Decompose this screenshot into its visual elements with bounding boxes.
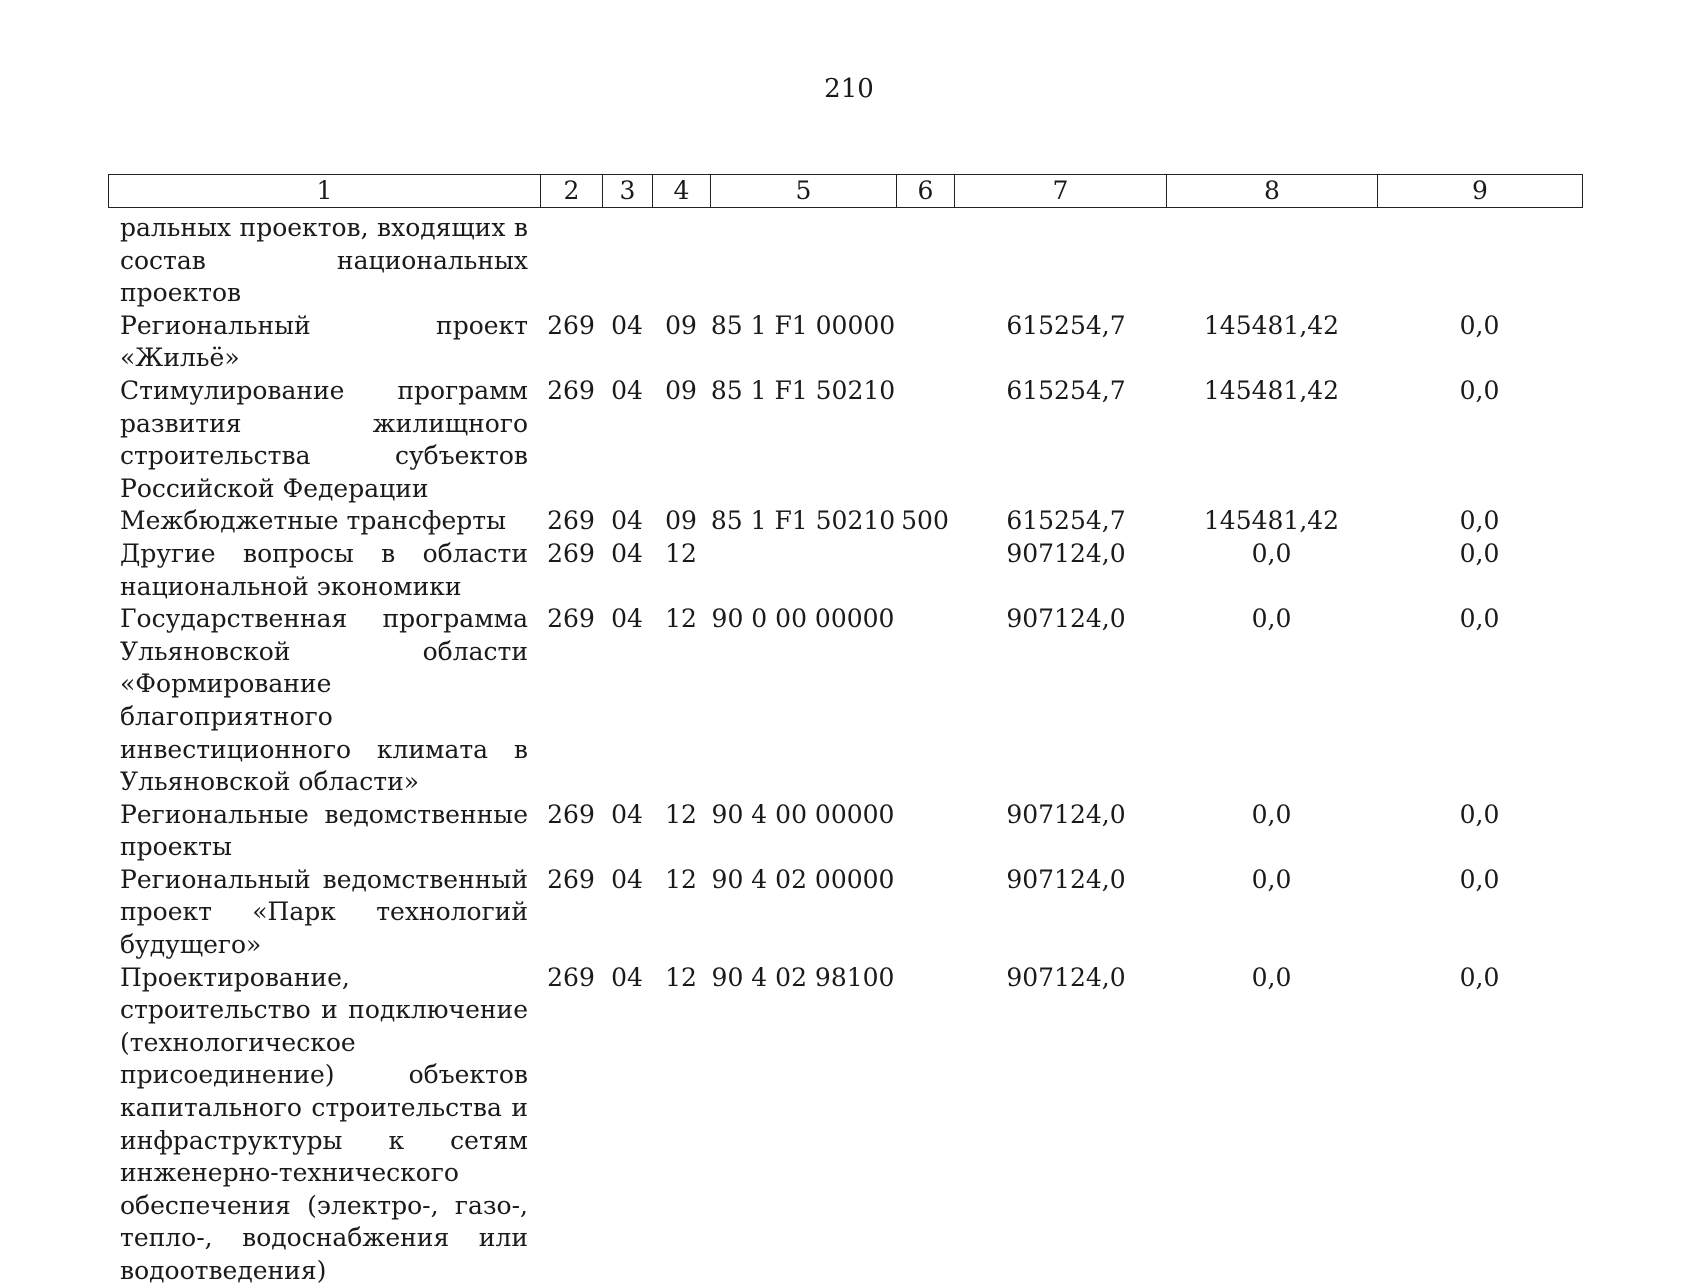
row-col-3: 04: [611, 864, 643, 894]
row-name: Региональный ведомственный проект «Парк технологий будущего»: [120, 864, 528, 960]
row-col-9: 0,0: [1459, 506, 1500, 536]
row-col-9: 0,0: [1459, 962, 1500, 992]
row-col-2: 269: [547, 310, 595, 340]
row-col-8: 0,0: [1251, 604, 1292, 634]
table-row: [108, 962, 1582, 1288]
row-col-7: [954, 603, 1166, 636]
table-row: [108, 375, 1582, 505]
table-row: [108, 799, 1582, 864]
header-col-1: 1: [109, 175, 541, 208]
row-col-7-value: 907124,0: [1006, 799, 1126, 829]
header-col-7: 7: [955, 175, 1167, 208]
row-col-7: [954, 375, 1166, 408]
row-col-3: 04: [611, 962, 643, 992]
row-col-4: 12: [665, 962, 697, 992]
table-row: [108, 212, 1582, 310]
row-name: Стимулирование программ развития жилищного строительства субъектов Российской Федерации: [120, 375, 528, 503]
row-col-9: 0,0: [1459, 604, 1500, 634]
row-col-5: 85 1 F1 00000: [710, 310, 896, 340]
row-col-9: 0,0: [1459, 375, 1500, 405]
row-col-7-value: 907124,0: [1006, 604, 1126, 634]
row-col-5: 90 0 00 00000: [711, 604, 895, 634]
header-col-5: 5: [711, 175, 897, 208]
table-row: [108, 538, 1582, 603]
row-col-2: 269: [547, 962, 595, 992]
row-name: Государственная программа Ульяновской области «Формирование благоприятного инвестиционного климата в Ульяновской области»: [120, 604, 528, 797]
row-col-7-value: 615254,7: [1006, 375, 1126, 405]
row-col-9: 0,0: [1459, 799, 1500, 829]
row-name: Другие вопросы в области национальной экономики: [120, 538, 528, 601]
row-col-7-value: 907124,0: [1006, 962, 1126, 992]
header-col-8: 8: [1167, 175, 1378, 208]
row-col-8: 0,0: [1251, 799, 1292, 829]
page-number: 210: [824, 74, 874, 104]
row-col-5: 90 4 02 00000: [711, 864, 895, 894]
row-col-3: 04: [611, 538, 643, 568]
row-col-4: 12: [665, 799, 697, 829]
row-col-9: 0,0: [1459, 538, 1500, 568]
row-col-5: 90 4 02 98100: [711, 962, 895, 992]
row-col-7: [954, 538, 1166, 571]
row-name: Региональный проект «Жильё»: [120, 310, 528, 373]
row-col-2: 269: [547, 538, 595, 568]
row-col-8: 145481,42: [1203, 310, 1340, 340]
table-row: [108, 310, 1582, 375]
row-col-5: 85 1 F1 50210: [710, 506, 896, 536]
row-col-5: 85 1 F1 50210: [710, 375, 896, 405]
table-row: [108, 505, 1582, 538]
row-col-4: 12: [665, 864, 697, 894]
row-col-4: 09: [665, 375, 697, 405]
row-col-3: 04: [611, 799, 643, 829]
row-col-4: 09: [665, 310, 697, 340]
row-col-4: 09: [665, 506, 697, 536]
row-col-7: [954, 505, 1166, 538]
row-name: Проектирование, строительство и подключение (технологическое присоединение) объектов капитального строительства и инфраструктуры к сетям инженерно-технического обеспечения (электро-, газо-, тепло-, водоснабжения или водоотведения): [120, 962, 528, 1285]
row-name: Региональные ведомственные проекты: [120, 799, 528, 862]
row-col-7: [954, 864, 1166, 897]
header-col-9: 9: [1378, 175, 1583, 208]
row-col-4: 12: [665, 538, 697, 568]
row-col-8: 0,0: [1251, 962, 1292, 992]
row-col-7: [954, 310, 1166, 343]
row-col-2: 269: [547, 864, 595, 894]
row-col-3: 04: [611, 310, 643, 340]
row-col-7-value: 615254,7: [1006, 506, 1126, 536]
row-col-3: 04: [611, 604, 643, 634]
row-col-7-value: 907124,0: [1006, 538, 1126, 568]
header-col-2: 2: [541, 175, 603, 208]
table-header: [108, 174, 1583, 208]
row-name: ральных проектов, входящих в состав национальных проектов: [120, 213, 528, 308]
row-col-3: 04: [611, 375, 643, 405]
row-col-2: 269: [547, 799, 595, 829]
row-col-8: 0,0: [1251, 864, 1292, 894]
header-row: [109, 175, 1583, 208]
row-col-3: 04: [611, 506, 643, 536]
row-col-9: 0,0: [1459, 310, 1500, 340]
header-col-6: 6: [897, 175, 955, 208]
row-col-2: 269: [547, 506, 595, 536]
table-row: [108, 603, 1582, 799]
table-body: [108, 212, 1582, 1288]
header-col-3: 3: [603, 175, 653, 208]
row-col-6: 500: [901, 506, 949, 536]
row-col-2: 269: [547, 375, 595, 405]
row-col-4: 12: [665, 604, 697, 634]
row-col-7-value: 615254,7: [1006, 310, 1126, 340]
row-col-8: 0,0: [1251, 538, 1292, 568]
row-col-7: [954, 962, 1166, 995]
row-name: Межбюджетные трансферты: [120, 506, 507, 536]
row-col-7: [954, 799, 1166, 832]
row-col-8: 145481,42: [1203, 506, 1340, 536]
row-col-2: 269: [547, 604, 595, 634]
row-col-5: 90 4 00 00000: [711, 799, 895, 829]
row-col-8: 145481,42: [1203, 375, 1340, 405]
row-col-7-value: 907124,0: [1006, 864, 1126, 894]
header-col-4: 4: [653, 175, 711, 208]
row-col-9: 0,0: [1459, 864, 1500, 894]
table-row: [108, 864, 1582, 962]
